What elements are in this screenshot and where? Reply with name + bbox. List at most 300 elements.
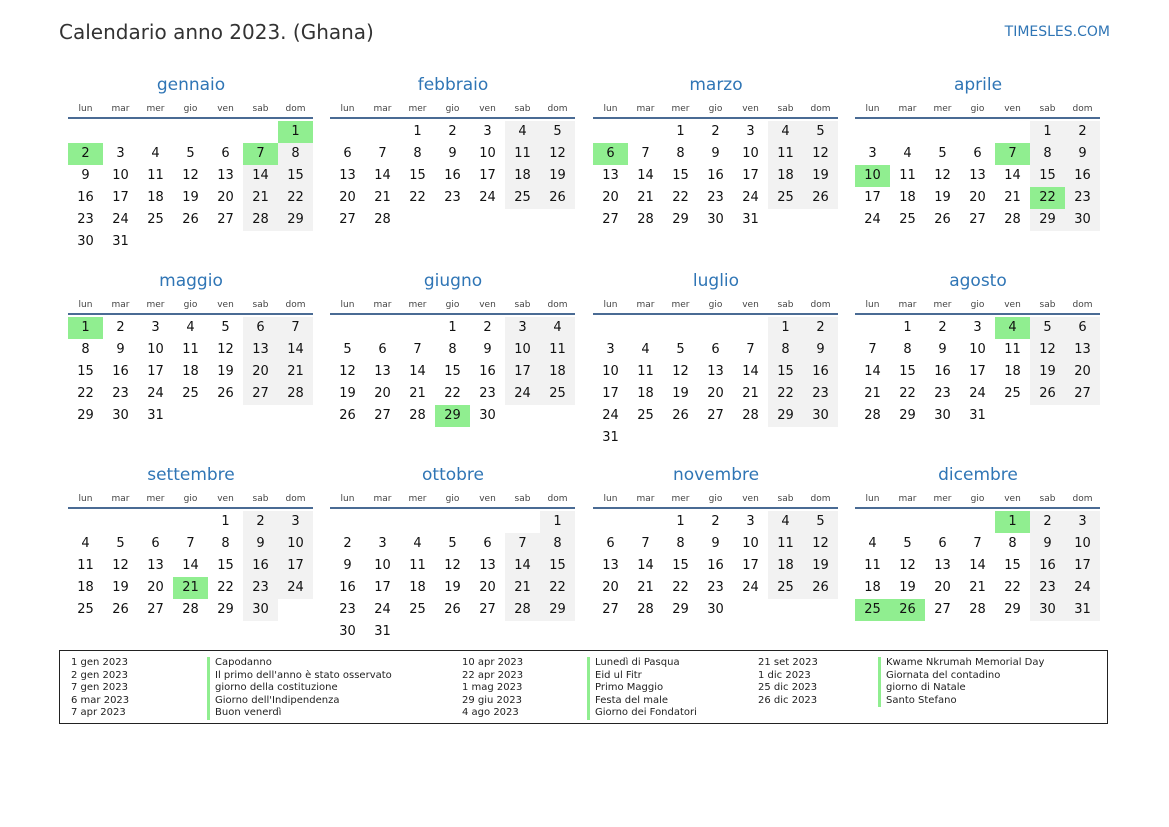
day-cell: 4 — [903, 146, 912, 161]
day-cell: 21 — [243, 187, 278, 209]
day-cell: 6 — [378, 342, 387, 357]
day-cell: 22 — [1004, 580, 1021, 595]
empty-cell — [628, 511, 663, 533]
empty-cell — [470, 511, 505, 533]
legend-holiday-name: Giorno dell'Indipendenza — [207, 695, 392, 708]
day-cell: 10 — [374, 558, 391, 573]
day-cell: 27 — [479, 602, 496, 617]
day-cell: 28 — [374, 212, 391, 227]
day-cell: 8 — [1008, 536, 1017, 551]
day-cell: 9 — [483, 342, 492, 357]
empty-cell — [628, 121, 663, 143]
day-cell: 13 — [602, 168, 619, 183]
day-cell: 4 — [413, 536, 422, 551]
day-cell: 27 — [1065, 383, 1100, 405]
day-cell: 20 — [934, 580, 951, 595]
empty-cell — [68, 511, 103, 533]
empty-cell — [173, 121, 208, 143]
month-divider — [855, 507, 1100, 509]
day-cell: 10 — [742, 146, 759, 161]
empty-cell — [103, 511, 138, 533]
day-cell: 27 — [147, 602, 164, 617]
day-cell: 22 — [899, 386, 916, 401]
weekday-label: lun — [340, 494, 355, 504]
day-cell: 9 — [1030, 533, 1065, 555]
day-cell: 5 — [803, 121, 838, 143]
day-cell: 11 — [505, 143, 540, 165]
day-cell: 16 — [934, 364, 951, 379]
weekday-label: sab — [252, 104, 269, 114]
month-divider — [68, 313, 313, 315]
weekday-label: sab — [1039, 300, 1056, 310]
legend-holiday-name: Giornata del contadino — [878, 670, 1044, 683]
holiday-day-cell: 10 — [855, 165, 890, 187]
day-cell: 27 — [374, 408, 391, 423]
day-cell: 6 — [243, 317, 278, 339]
day-cell: 10 — [505, 339, 540, 361]
weekday-label: ven — [479, 494, 496, 504]
day-cell: 24 — [742, 580, 759, 595]
day-cell: 4 — [768, 511, 803, 533]
day-cell: 12 — [672, 364, 689, 379]
legend-holiday-name: Buon venerdì — [207, 707, 392, 720]
day-cell: 4 — [768, 121, 803, 143]
weekday-label: lun — [603, 104, 618, 114]
weekday-label: dom — [285, 494, 306, 504]
day-cell: 17 — [1065, 555, 1100, 577]
day-cell: 15 — [409, 168, 426, 183]
weekday-label: ven — [217, 300, 234, 310]
month-name: giugno — [423, 271, 483, 291]
days-grid — [330, 121, 576, 231]
day-cell: 8 — [676, 146, 685, 161]
month-divider — [855, 313, 1100, 315]
day-cell: 26 — [803, 187, 838, 209]
day-cell: 20 — [479, 580, 496, 595]
empty-cell — [855, 317, 890, 339]
day-cell: 7 — [378, 146, 387, 161]
day-cell: 13 — [374, 364, 391, 379]
empty-cell — [365, 121, 400, 143]
day-cell: 8 — [221, 536, 230, 551]
day-cell: 23 — [243, 577, 278, 599]
day-cell: 16 — [444, 168, 461, 183]
legend-holiday-name: giorno di Natale — [878, 682, 1044, 695]
weekday-label: gio — [183, 104, 198, 114]
weekday-label: ven — [217, 494, 234, 504]
day-cell: 10 — [742, 536, 759, 551]
day-cell: 21 — [969, 580, 986, 595]
empty-cell — [138, 511, 173, 533]
day-cell: 26 — [540, 187, 575, 209]
day-cell: 16 — [479, 364, 496, 379]
legend-date: 21 set 2023 — [758, 657, 818, 668]
day-cell: 27 — [969, 212, 986, 227]
day-cell: 9 — [448, 146, 457, 161]
day-cell: 24 — [278, 577, 313, 599]
day-cell: 29 — [672, 212, 689, 227]
month-febbraio — [330, 74, 576, 231]
day-cell: 15 — [768, 361, 803, 383]
empty-cell — [365, 511, 400, 533]
weekday-label: mer — [671, 300, 690, 310]
day-cell: 16 — [803, 361, 838, 383]
weekday-header — [855, 492, 1101, 506]
day-cell: 14 — [182, 558, 199, 573]
day-cell: 30 — [112, 408, 129, 423]
day-cell: 7 — [746, 342, 755, 357]
day-cell: 9 — [243, 533, 278, 555]
day-cell: 4 — [868, 536, 877, 551]
day-cell: 17 — [374, 580, 391, 595]
day-cell: 11 — [1004, 342, 1021, 357]
weekday-label: sab — [777, 300, 794, 310]
month-dicembre — [855, 464, 1101, 621]
day-cell: 3 — [746, 124, 755, 139]
day-cell: 21 — [505, 577, 540, 599]
day-cell: 20 — [1065, 361, 1100, 383]
day-cell: 30 — [803, 405, 838, 427]
day-cell: 11 — [77, 558, 94, 573]
day-cell: 29 — [278, 209, 313, 231]
day-cell: 27 — [934, 602, 951, 617]
month-divider — [855, 117, 1100, 119]
empty-cell — [330, 511, 365, 533]
day-cell: 2 — [483, 320, 492, 335]
weekday-label: sab — [1039, 494, 1056, 504]
day-cell: 8 — [413, 146, 422, 161]
day-cell: 23 — [707, 580, 724, 595]
day-cell: 14 — [637, 558, 654, 573]
day-cell: 30 — [243, 599, 278, 621]
weekday-label: dom — [1072, 104, 1093, 114]
day-cell: 5 — [221, 320, 230, 335]
day-cell: 6 — [938, 536, 947, 551]
weekday-label: dom — [547, 104, 568, 114]
day-cell: 23 — [479, 386, 496, 401]
weekday-header — [330, 102, 576, 116]
legend-holiday-name: Capodanno — [207, 657, 392, 670]
weekday-label: gio — [970, 494, 985, 504]
empty-cell — [855, 511, 890, 533]
weekday-label: mer — [933, 104, 952, 114]
day-cell: 14 — [1004, 168, 1021, 183]
weekday-label: ven — [742, 300, 759, 310]
days-grid — [855, 317, 1101, 427]
day-cell: 20 — [147, 580, 164, 595]
day-cell: 31 — [112, 234, 129, 249]
day-cell: 16 — [243, 555, 278, 577]
legend-holiday-name: Kwame Nkrumah Memorial Day — [878, 657, 1044, 670]
legend-holiday-name: Primo Maggio — [587, 682, 697, 695]
day-cell: 26 — [182, 212, 199, 227]
day-cell: 7 — [973, 536, 982, 551]
day-cell: 8 — [540, 533, 575, 555]
weekday-label: lun — [78, 300, 93, 310]
empty-cell — [593, 511, 628, 533]
day-cell: 14 — [637, 168, 654, 183]
day-cell: 1 — [413, 124, 422, 139]
day-cell: 29 — [768, 405, 803, 427]
day-cell: 5 — [903, 536, 912, 551]
day-cell: 7 — [505, 533, 540, 555]
day-cell: 13 — [339, 168, 356, 183]
weekday-label: mer — [933, 300, 952, 310]
weekday-label: lun — [78, 494, 93, 504]
month-novembre — [593, 464, 839, 621]
days-grid — [593, 121, 839, 231]
day-cell: 19 — [803, 165, 838, 187]
weekday-header — [855, 298, 1101, 312]
day-cell: 9 — [81, 168, 90, 183]
day-cell: 23 — [803, 383, 838, 405]
day-cell: 4 — [186, 320, 195, 335]
weekday-label: mar — [111, 300, 130, 310]
weekday-label: mar — [373, 104, 392, 114]
day-cell: 10 — [278, 533, 313, 555]
legend-holiday-name: Lunedì di Pasqua — [587, 657, 697, 670]
day-cell: 6 — [606, 536, 615, 551]
weekday-label: mer — [933, 494, 952, 504]
day-cell: 18 — [637, 386, 654, 401]
day-cell: 22 — [540, 577, 575, 599]
days-grid — [68, 317, 314, 427]
day-cell: 26 — [1030, 383, 1065, 405]
day-cell: 24 — [505, 383, 540, 405]
weekday-label: dom — [547, 494, 568, 504]
legend-dates-2 — [462, 657, 523, 720]
empty-cell — [243, 121, 278, 143]
month-aprile — [855, 74, 1101, 231]
day-cell: 15 — [77, 364, 94, 379]
holiday-day-cell: 26 — [890, 599, 925, 621]
day-cell: 13 — [969, 168, 986, 183]
month-divider — [593, 117, 838, 119]
day-cell: 25 — [182, 386, 199, 401]
day-cell: 17 — [147, 364, 164, 379]
empty-cell — [138, 121, 173, 143]
legend-date: 26 dic 2023 — [758, 694, 818, 706]
weekday-label: dom — [810, 300, 831, 310]
weekday-label: mar — [373, 494, 392, 504]
empty-cell — [663, 317, 698, 339]
day-cell: 19 — [540, 165, 575, 187]
day-cell: 18 — [77, 580, 94, 595]
day-cell: 16 — [707, 168, 724, 183]
empty-cell — [593, 121, 628, 143]
weekday-label: sab — [1039, 104, 1056, 114]
day-cell: 18 — [409, 580, 426, 595]
empty-cell — [733, 317, 768, 339]
legend-date: 7 apr 2023 — [71, 707, 126, 718]
day-cell: 19 — [803, 555, 838, 577]
day-cell: 28 — [505, 599, 540, 621]
weekday-label: dom — [810, 104, 831, 114]
day-cell: 9 — [711, 536, 720, 551]
day-cell: 21 — [374, 190, 391, 205]
day-cell: 19 — [899, 580, 916, 595]
weekday-label: dom — [810, 494, 831, 504]
day-cell: 12 — [444, 558, 461, 573]
weekday-label: ven — [742, 104, 759, 114]
days-grid — [68, 121, 314, 253]
day-cell: 6 — [711, 342, 720, 357]
weekday-label: mar — [636, 494, 655, 504]
holiday-legend — [59, 650, 1108, 724]
days-grid — [68, 511, 314, 621]
weekday-label: dom — [547, 300, 568, 310]
day-cell: 14 — [374, 168, 391, 183]
weekday-label: lun — [865, 300, 880, 310]
day-cell: 27 — [602, 212, 619, 227]
weekday-label: lun — [603, 300, 618, 310]
day-cell: 22 — [217, 580, 234, 595]
legend-holiday-name: Giorno dei Fondatori — [587, 707, 697, 720]
day-cell: 23 — [1030, 577, 1065, 599]
brand-link[interactable]: TIMESLES.COM — [1004, 24, 1110, 40]
day-cell: 15 — [672, 168, 689, 183]
legend-holiday-name: Eid ul Fitr — [587, 670, 697, 683]
legend-date: 7 gen 2023 — [71, 682, 129, 693]
day-cell: 20 — [339, 190, 356, 205]
day-cell: 21 — [409, 386, 426, 401]
day-cell: 16 — [77, 190, 94, 205]
weekday-label: mer — [408, 300, 427, 310]
day-cell: 15 — [899, 364, 916, 379]
weekday-label: ven — [1004, 494, 1021, 504]
legend-names-2 — [587, 657, 697, 720]
day-cell: 17 — [742, 558, 759, 573]
day-cell: 13 — [602, 558, 619, 573]
weekday-label: sab — [514, 494, 531, 504]
empty-cell — [208, 121, 243, 143]
weekday-label: mar — [111, 494, 130, 504]
days-grid — [593, 511, 839, 621]
month-settembre — [68, 464, 314, 621]
month-name: ottobre — [422, 465, 484, 485]
month-name: maggio — [159, 271, 223, 291]
day-cell: 31 — [742, 212, 759, 227]
day-cell: 3 — [868, 146, 877, 161]
day-cell: 30 — [707, 212, 724, 227]
weekday-label: sab — [777, 494, 794, 504]
legend-dates-3 — [758, 657, 818, 707]
holiday-day-cell: 4 — [995, 317, 1030, 339]
day-cell: 4 — [540, 317, 575, 339]
day-cell: 12 — [1030, 339, 1065, 361]
day-cell: 29 — [77, 408, 94, 423]
empty-cell — [593, 317, 628, 339]
legend-date: 1 gen 2023 — [71, 657, 129, 668]
day-cell: 23 — [707, 190, 724, 205]
day-cell: 8 — [278, 143, 313, 165]
weekday-label: dom — [285, 300, 306, 310]
legend-holiday-name: Festa del male — [587, 695, 697, 708]
day-cell: 1 — [768, 317, 803, 339]
day-cell: 7 — [868, 342, 877, 357]
legend-date: 25 dic 2023 — [758, 682, 818, 693]
day-cell: 5 — [1030, 317, 1065, 339]
month-name: dicembre — [938, 465, 1018, 485]
day-cell: 17 — [112, 190, 129, 205]
day-cell: 2 — [803, 317, 838, 339]
day-cell: 19 — [339, 386, 356, 401]
holiday-day-cell: 1 — [995, 511, 1030, 533]
day-cell: 6 — [483, 536, 492, 551]
weekday-label: lun — [78, 104, 93, 114]
month-giugno — [330, 270, 576, 427]
weekday-header — [593, 102, 839, 116]
day-cell: 17 — [742, 168, 759, 183]
day-cell: 23 — [112, 386, 129, 401]
day-cell: 16 — [339, 580, 356, 595]
day-cell: 5 — [343, 342, 352, 357]
holiday-day-cell: 2 — [68, 143, 103, 165]
day-cell: 9 — [116, 342, 125, 357]
day-cell: 9 — [938, 342, 947, 357]
day-cell: 24 — [602, 408, 619, 423]
day-cell: 16 — [112, 364, 129, 379]
weekday-label: mer — [671, 494, 690, 504]
weekday-label: ven — [217, 104, 234, 114]
weekday-label: lun — [340, 104, 355, 114]
day-cell: 12 — [803, 533, 838, 555]
empty-cell — [960, 511, 995, 533]
day-cell: 4 — [505, 121, 540, 143]
weekday-label: gio — [970, 104, 985, 114]
legend-date: 22 apr 2023 — [462, 669, 524, 681]
day-cell: 23 — [339, 602, 356, 617]
day-cell: 10 — [602, 364, 619, 379]
day-cell: 9 — [711, 146, 720, 161]
empty-cell — [925, 511, 960, 533]
day-cell: 12 — [217, 342, 234, 357]
empty-cell — [400, 317, 435, 339]
weekday-label: gio — [708, 104, 723, 114]
days-grid — [330, 511, 576, 643]
day-cell: 8 — [903, 342, 912, 357]
legend-holiday-name: Santo Stefano — [878, 695, 1044, 708]
day-cell: 20 — [217, 190, 234, 205]
day-cell: 1 — [676, 514, 685, 529]
weekday-label: mar — [636, 300, 655, 310]
weekday-label: ven — [742, 494, 759, 504]
month-marzo — [593, 74, 839, 231]
day-cell: 8 — [1030, 143, 1065, 165]
day-cell: 4 — [81, 536, 90, 551]
day-cell: 26 — [444, 602, 461, 617]
day-cell: 20 — [707, 386, 724, 401]
day-cell: 16 — [707, 558, 724, 573]
day-cell: 8 — [448, 342, 457, 357]
day-cell: 9 — [1065, 143, 1100, 165]
legend-date: 29 giu 2023 — [462, 694, 522, 706]
empty-cell — [435, 511, 470, 533]
day-cell: 28 — [182, 602, 199, 617]
day-cell: 28 — [243, 209, 278, 231]
day-cell: 3 — [606, 342, 615, 357]
day-cell: 21 — [637, 580, 654, 595]
day-cell: 12 — [803, 143, 838, 165]
empty-cell — [173, 511, 208, 533]
month-name: febbraio — [417, 75, 489, 95]
month-divider — [68, 507, 313, 509]
day-cell: 31 — [374, 624, 391, 639]
day-cell: 3 — [973, 320, 982, 335]
day-cell: 28 — [637, 212, 654, 227]
day-cell: 7 — [641, 536, 650, 551]
day-cell: 11 — [899, 168, 916, 183]
